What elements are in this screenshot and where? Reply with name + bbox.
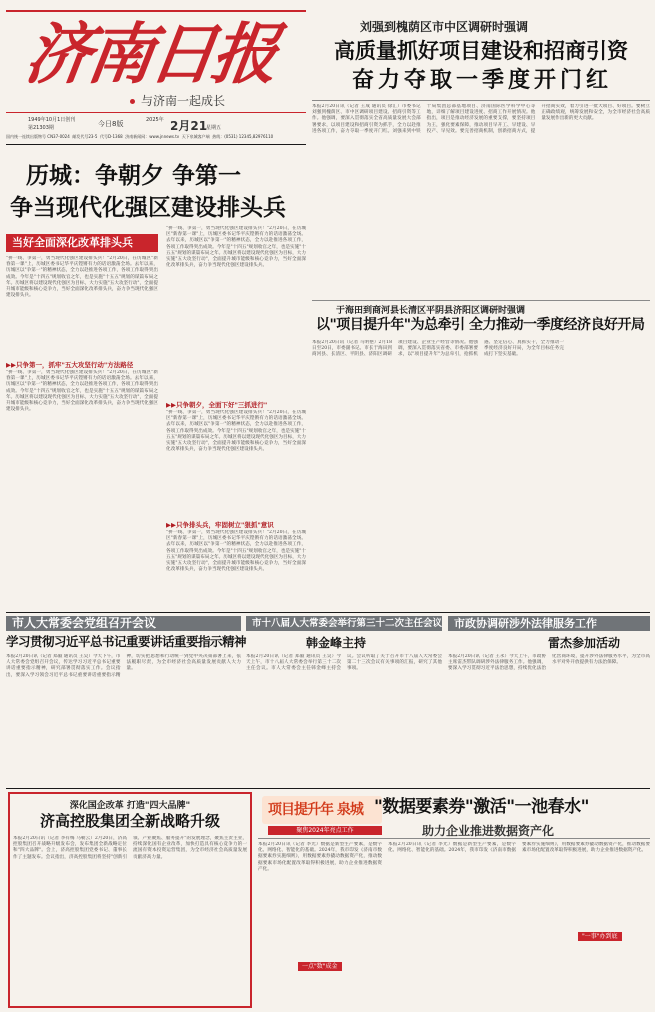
chip-2	[578, 932, 622, 941]
masthead	[0, 0, 306, 154]
site: 济南新闻网：www.jnnews.tv	[125, 134, 180, 139]
cn-code: 国内统一连续出版物号 CN37-0024	[6, 134, 70, 139]
top-story-headline-2: 奋力夺取一季度开门红	[352, 68, 613, 93]
lead-story	[6, 160, 306, 610]
dist-code: 代号D-1368	[99, 134, 123, 139]
lead-sub3-text: 只争排头兵，牢固树立"狠抓"意识	[176, 521, 274, 529]
row2-mid-label-bar	[246, 616, 442, 631]
mid-right-kicker: 于海田到商河县长清区平阴县济阳区调研时强调	[336, 306, 526, 316]
badge-title: 项目提升年 泉城	[268, 802, 363, 818]
badge-subtitle-text: 聚焦2024年亮点工作	[296, 827, 354, 834]
row3-mid-body: 本报2月20日讯（记者 李光）数据是新型生产要素，是数字化、网络化、智能化的基础。2024年，我市印发《济南市数据要素券实施细则》，用数据要素券撬动数据资产化，推动数据要素市场化配置改革取得积极进展，助力企业推进数据资产化。	[258, 842, 382, 872]
lead-body-col1b: "拼一线、争第一，勇当现代化强区建设排头兵！"2月20日，在历城区"新春第一课"上，历城区委书记华平庆铿锵有力的话语激荡全场。去年以来，历城区以"争第一"的精神状态，全力以赴推进各项工作，各项工作取得突出成效。今年是"十四五"规划收官之年，也是实施"十五五"规划的谋篇布局之年。历城区将以建设现代化强区为目标，大力实施"五大攻坚行动"，全面提升城市能级和核心竞争力，当好全面深化改革排头兵，奋力争当现代化强区建设排头兵。	[6, 370, 158, 413]
row2-left-headline: 学习贯彻习近平总书记重要讲话重要指示精神	[6, 634, 247, 649]
weekday: 星期五	[206, 125, 222, 131]
row3-right-headline: "数据要素券"激活"一池春水"	[374, 797, 589, 817]
row3-badge	[262, 796, 382, 836]
top-story-kicker: 刘强到槐荫区市中区调研时强调	[360, 20, 529, 34]
slogan-dot-icon	[130, 99, 135, 104]
lead-sub2-text: 只争朝夕，全面下好"三抓进行"	[176, 401, 268, 409]
chip-2-text: "一事"办到底	[582, 933, 618, 940]
top-story-headline-1: 高质量抓好项目建设和招商引资	[334, 39, 628, 63]
lead-body-col2: "拼一线、争第一，勇当现代化强区建设排头兵！"2月20日，在历城区"新春第一课"上，历城区委书记华平庆铿锵有力的话语激荡全场。去年以来，历城区以"争第一"的精神状态，全力以赴推进各项工作，各项工作取得突出成效。今年是"十四五"规划收官之年，也是实施"十五五"规划的谋篇布局之年。历城区将以建设现代化强区为目标，大力实施"五大攻坚行动"，全面提升城市能级和核心竞争力，当好全面深化改革排头兵，奋力争当现代化强区建设排头兵。	[166, 226, 306, 269]
lead-body-col1: "拼一线、争第一，勇当现代化强区建设排头兵！"2月20日，在历城区"新春第一课"上，历城区委书记华平庆铿锵有力的话语激荡全场。去年以来，历城区以"争第一"的精神状态，全力以赴推进各项工作，各项工作取得突出成效。今年是"十四五"规划收官之年，也是实施"十五五"规划的谋篇布局之年。历城区将以建设现代化强区为目标，大力实施"五大攻坚行动"，全面提升城市能级和核心竞争力，当好全面深化改革排头兵，奋力争当现代化强区建设排头兵。	[6, 256, 158, 299]
slogan-text: 与济南一起成长	[141, 94, 226, 108]
row2-left-label: 市人大常委会党组召开会议	[12, 616, 157, 630]
tip-line: 热线：(0531) 12345,82976110	[212, 134, 274, 139]
publication-line	[6, 134, 306, 140]
row2-left-body: 本报2月20日讯（记者 郑毅 通讯员 王昊）今天下午，市人大常委会党组召开会议，传达学习习近平总书记重要讲话重要指示精神，研究部署贯彻落实工作。会议指出，要深入学习领会习近平总书记重要讲话重要指示精神，切实把思想和行动统一到党中央决策部署上来，依法履职尽责，为全市经济社会高质量发展贡献人大力量。	[6, 654, 241, 678]
row2-right-body: 本报2月20日讯（记者 王永）今天上午，市政协主席雷杰带队调研涉外法律服务工作。他强调，要深入学习贯彻习近平法治思想，持续优化法治化营商环境，提升涉外法律服务水平，为全市高水平对外开放提供有力法治保障。	[448, 654, 650, 672]
founded: 1949年10月1日创刊	[28, 117, 76, 123]
top-story	[312, 6, 650, 296]
lead-sub3	[166, 520, 274, 529]
chip-1-text: 一点"数"成金	[302, 963, 338, 970]
lead-body-col2b: "拼一线、争第一，勇当现代化强区建设排头兵！"2月20日，在历城区"新春第一课"上，历城区委书记华平庆铿锵有力的话语激荡全场。去年以来，历城区以"争第一"的精神状态，全力以赴推进各项工作，各项工作取得突出成效。今年是"十四五"规划收官之年，也是实施"十五五"规划的谋篇布局之年。历城区将以建设现代化强区为目标，大力实施"五大攻坚行动"，全面提升城市能级和核心竞争力，当好全面深化改革排头兵，奋力争当现代化强区建设排头兵。	[166, 410, 306, 453]
lead-headline-1: 历城：争朝夕 争第一	[26, 163, 242, 189]
row3-left-body: 本报2月20日讯（记者 李有梅 马朝云）2月20日，济高控股集团召开战略升级发布会，发布集团全新战略定位和"四大品牌"。会上，济高控股集团党委书记、董事长作了主题发布。会议指出，济高控股集团将坚持"创新引领、产业聚焦、服务提升"的发展理念，聚焦主责主业，持续深化国有企业改革，加快打造具有核心竞争力的一流国有资本投资运营集团，为全市经济社会高质量发展贡献济高力量。	[13, 836, 247, 860]
row2-right	[448, 614, 650, 784]
row2-right-label: 市政协调研涉外法律服务工作	[454, 617, 597, 630]
top-story-rule	[312, 100, 650, 101]
row3-left-kicker: 深化国企改革 打造"四大品牌"	[69, 801, 191, 811]
row2-mid	[246, 614, 442, 784]
pages: 今日8版	[98, 120, 124, 128]
lead-banner-text: 当好全面深化改革排头兵	[12, 236, 133, 249]
mid-right-body: 本报2月20日讯（记者 马明艳）2月18日至20日，市委副书记、市长于海田到商河县、长清区、平阴县、济阳区调研项目建设、企业生产经营等情况。他强调，要深入贯彻落实省委、市委部署要求，以"项目提升年"为总牵引，抢抓机遇、坚定信心、真抓实干，全力推动一季度经济良好开局，为全年目标任务完成打下坚实基础。	[312, 340, 564, 358]
postal-code: 邮发代号23-5	[72, 134, 98, 139]
triangle-icon: ▶▶	[6, 361, 16, 369]
lead-banner	[6, 234, 158, 252]
lead-sub2	[166, 400, 267, 409]
row2-mid-body: 本报2月20日讯（记者 郑毅 通讯员 王昊）今天上午，市十八届人大常委会举行第三十二次主任会议。市人大常委会主任韩金峰主持会议。会议听取了关于召开市十八届人大常委会第二十三次会议有关事项的汇报，研究了其他事项。	[246, 654, 442, 672]
masthead-slogan	[130, 94, 225, 108]
lead-body-col2c: "拼一线、争第一，勇当现代化强区建设排头兵！"2月20日，在历城区"新春第一课"上，历城区委书记华平庆铿锵有力的话语激荡全场。去年以来，历城区以"争第一"的精神状态，全力以赴推进各项工作，各项工作取得突出成效。今年是"十四五"规划收官之年，也是实施"十五五"规划的谋篇布局之年。历城区将以建设现代化强区为目标，大力实施"五大攻坚行动"，全面提升城市能级和核心竞争力，当好全面深化改革排头兵，奋力争当现代化强区建设排头兵。	[166, 530, 306, 573]
issue-info	[6, 112, 306, 132]
masthead-bottom-rule	[6, 144, 306, 145]
row3-rule	[6, 788, 650, 789]
row3-left	[8, 792, 252, 1008]
mid-right-headline: 以"项目提升年"为总牵引 全力推动一季度经济良好开局	[316, 317, 645, 333]
row3-left-headline: 济高控股集团全新战略升级	[39, 812, 220, 830]
lead-headline-2: 争当现代化强区建设排头兵	[10, 195, 286, 221]
row2-rule	[6, 612, 650, 613]
row2-mid-author: 韩金峰主持	[306, 636, 367, 650]
date: 2月21	[170, 119, 208, 133]
row2-right-label-bar	[448, 616, 650, 631]
masthead-logo: 济南日报	[20, 15, 280, 93]
badge-subtitle	[268, 826, 382, 835]
row3-right-subhead: 助力企业推进数据资产化	[422, 824, 555, 838]
mid-right-story	[312, 300, 650, 608]
row2-mid-label: 市十八届人大常委会举行第三十二次主任会议	[252, 618, 443, 629]
row2-left-label-bar	[6, 616, 241, 631]
row2-right-author: 雷杰参加活动	[548, 636, 621, 650]
lead-sub1-text: 只争第一，抓牢"五大攻坚行动"方法路径	[16, 361, 134, 369]
row2-left	[6, 614, 247, 784]
triangle-icon: ▶▶	[166, 401, 176, 409]
year: 2025年	[146, 117, 164, 123]
masthead-top-rule	[6, 10, 306, 12]
app: 天下泉城客户端	[181, 134, 210, 139]
row3-right-rule	[258, 838, 650, 839]
mid-right-top-rule	[312, 300, 650, 301]
chip-1	[298, 962, 342, 971]
lead-sub1	[6, 360, 133, 369]
triangle-icon: ▶▶	[166, 521, 176, 529]
top-story-body: 本报2月20日讯（记者 王成 通讯员 徐汇）市委书记刘强到槐荫区、市中区调研项目建设、招商引资等工作。他强调，要深入贯彻落实全省高质量发展大会部署要求，以项目建设和招商引资为抓手，全力以赴推进各项工作，奋力夺取一季度开门红。刘强来到中铁十局集团总部基地项目、济南国际医学科学中心等地，详细了解项目建设进度、招商工作开展情况。他指出，项目是推动经济发展的重要支撑，要坚持项目为王，强化要素保障，推动项目早开工、早建设、早投产、早见效。要完善招商机制，创新招商方式，提升招商实效，着力引进一批大项目、好项目。要树立正确政绩观，统筹发展和安全，为全市经济社会高质量发展作出新的更大贡献。	[312, 104, 650, 134]
issue-no: 第21303期	[28, 125, 54, 131]
row3-right-body: 本报2月20日讯（记者 李光）数据是新型生产要素，是数字化、网络化、智能化的基础。2024年，我市印发《济南市数据要素券实施细则》，用数据要素券撬动数据资产化，推动数据要素市场化配置改革取得积极进展，助力企业推进数据资产化。	[388, 842, 650, 854]
